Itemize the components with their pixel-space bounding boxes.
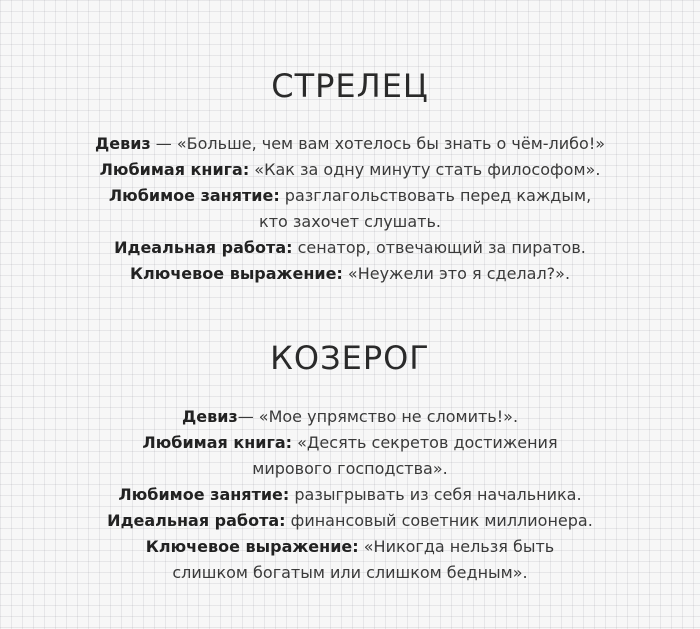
motto-value: «Больше, чем вам хотелось бы знать о чём-либо!» — [176, 134, 606, 153]
capricorn-book-line-continued — [20, 456, 680, 482]
capricorn-book-line — [20, 430, 680, 456]
book-label: Любимая книга: — [99, 160, 250, 179]
sagittarius-motto-line — [20, 131, 680, 157]
phrase-label: Ключевое выражение: — [145, 537, 359, 556]
capricorn-hobby-line — [20, 482, 680, 508]
sagittarius-hobby-line — [20, 183, 680, 209]
hobby-value: разглагольствовать перед каждым, — [279, 186, 592, 205]
motto-label: Девиз — [181, 407, 238, 426]
hobby-value: разыгрывать из себя начальника. — [289, 485, 582, 504]
capricorn-job-line — [20, 508, 680, 534]
capricorn-phrase-line — [20, 534, 680, 560]
book-value: «Как за одну минуту стать философом». — [249, 160, 601, 179]
phrase-value: «Никогда нельзя быть — [358, 537, 555, 556]
job-value: финансовый советник миллионера. — [285, 511, 593, 530]
hobby-label: Любимое занятие: — [118, 485, 290, 504]
motto-separator: — — [150, 134, 177, 153]
job-value: сенатор, отвечающий за пиратов. — [292, 238, 586, 257]
job-label: Идеальная работа: — [114, 238, 293, 257]
sagittarius-job-line — [20, 235, 680, 261]
motto-separator: — — [237, 407, 259, 426]
job-label: Идеальная работа: — [107, 511, 286, 530]
capricorn-phrase-line-continued — [20, 560, 680, 586]
motto-value: «Мое упрямство не сломить!». — [258, 407, 519, 426]
motto-label: Девиз — [94, 134, 151, 153]
capricorn-title: КОЗЕРОГ — [270, 339, 430, 377]
capricorn-description — [20, 404, 680, 586]
sagittarius-phrase-line — [20, 261, 680, 287]
book-label: Любимая книга: — [142, 433, 293, 452]
sagittarius-book-line — [20, 157, 680, 183]
hobby-value-continued: кто захочет слушать. — [259, 212, 441, 231]
sagittarius-hobby-line-continued — [20, 209, 680, 235]
phrase-value-continued: слишком богатым или слишком бедным». — [172, 563, 528, 582]
sagittarius-description — [20, 131, 680, 287]
phrase-label: Ключевое выражение: — [129, 264, 343, 283]
sagittarius-title: СТРЕЛЕЦ — [271, 67, 429, 105]
book-value: «Десять секретов достижения — [292, 433, 558, 452]
hobby-label: Любимое занятие: — [108, 186, 280, 205]
book-value-continued: мирового господства». — [252, 459, 448, 478]
phrase-value: «Неужели это я сделал?». — [342, 264, 571, 283]
capricorn-motto-line — [20, 404, 680, 430]
